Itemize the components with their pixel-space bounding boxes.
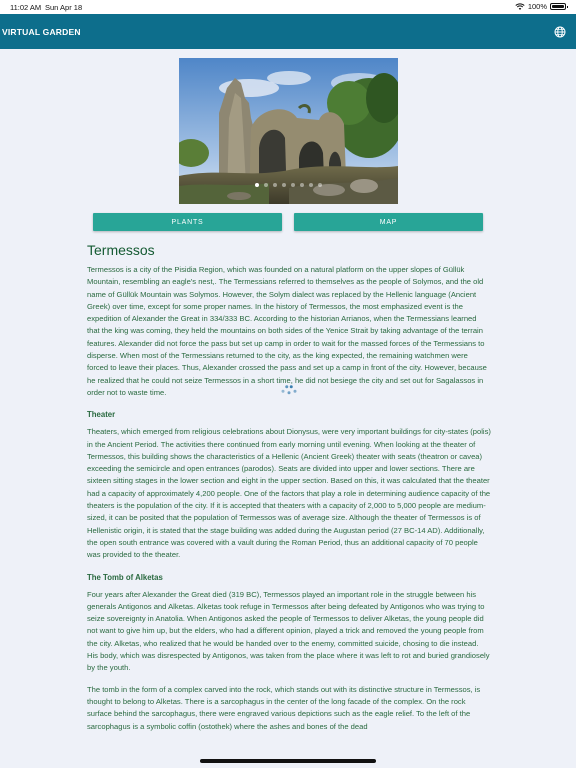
carousel-page-indicator[interactable] [179,183,398,187]
plants-button[interactable]: PLANTS [93,213,282,231]
loading-spinner-icon [280,382,298,396]
carousel-dot[interactable] [282,183,286,187]
carousel-dot[interactable] [264,183,268,187]
carousel-dot[interactable] [309,183,313,187]
app-title: VIRTUAL GARDEN [2,27,81,37]
home-indicator[interactable] [200,759,376,763]
battery-percent: 100% [527,2,547,11]
intro-paragraph: Termessos is a city of the Pisidia Region, which was founded on a natural platform on the upper slopes of Güllük Mountain, resembling an eagle's nest,. The Termessians referred to themselves as the people of Solymos, and the old name of Güllük Mountain was Solymos. However, the Solym dialect was replaced by the Hellenic language (Ancient Greek) over time, except for some proper names. In the history of Termessos, the most emphasized event is the expedition of Alexander the Great in 334/333 BC. According to the historian Arrianos, when the Termessians learned that the king was coming, they held the mountains on both sides of the Yenice Strait by taking advantage of the terrain features. Alexander did not force the pass but set up camp in order to wait for the massed forces of the Termessians to disperse. When most of the Termessians returned to the city, as the king expected, the remaining watchmen were forced to leave their places. Thus, Alexander crossed the pass and set up a camp in front of the city. However, because he realized that he could not seize Termessos in a short time, he did not besiege the city and set out for Sagalassos in order not to waste time. [87,265,487,397]
status-bar [0,0,576,14]
tomb-heading: The Tomb of Alketas [87,572,163,582]
globe-icon[interactable] [554,26,566,38]
map-button[interactable]: MAP [294,213,483,231]
carousel-dot[interactable] [273,183,277,187]
tomb-paragraph-2: The tomb in the form of a complex carved into the rock, which stands out with its distinctive structure in Termessos, is thought to belong to Alketas. There is a sarcophagus in the center of the long facade of the complex. On the rock surface behind the sarcophagus, there were engraved various depictions such as the eagle relief. To the left of the sarcophagus is a symbolic coffin (ostothek) where the ashes and bones of the dead [87,684,481,731]
carousel-dot[interactable] [300,183,304,187]
hero-image-carousel[interactable] [179,58,398,204]
theater-paragraph: Theaters, which emerged from religious celebrations about Dionysus, were very important buildings for city-states (polis) in the Ancient Period. The activities there continued from early morning until evening. When looking at the theater of Termessos, this building shows the characteristics of a Hellenic (Ancient Greek) theater with seats (theatron or cavea) exceeding the semicircle and open entrances (parodos). Seats are divided into upper and lower sections. There are sixteen sitting stages in the lower section and eight in the upper section. Based on this, it was calculated that the theater had a capacity of approximately 4,200 people. One of the factors that play a role in determining audience capacity of the theaters is the population of the city. If it is accepted that theaters with a capacity of 2,000 to 5,000 people are medium-sized, it can be posited that the population of Termessos was of average size. Although the theater of Termessos is of Hellenistic origin, it is stated that the stage building was added during the Augustan period (27 BC-14 AD). Additionally, the open south entrance was covered with a vault during the Roman Period, thus an additional capacity of 70 people was provided to the theater. [87,427,491,560]
wifi-icon [515,3,525,11]
status-date: Sun Apr 18 [45,3,83,12]
battery-icon [550,3,566,10]
carousel-dot[interactable] [255,183,259,187]
page-title: Termessos [87,242,155,258]
battery-fill [552,5,564,8]
status-right [515,2,566,11]
status-time: 11:02 AM [10,3,42,12]
theater-heading: Theater [87,410,116,420]
tomb-paragraph-1: Four years after Alexander the Great died (319 BC), Termessos played an important role in the struggle between his generals Antigonos and Alketas. Alketas took refuge in Termessos after being defeated by Antigonos who was trying to seize sovereignty in Anatolia. When Antigonos asked the people of Termessos to deliver Alketas, the young people did not want to give him up, but the elders, who had a different opinion, played a trick and removed the young people from the city. Alketas, who realized that he would be handed over to the enemy, committed suicide, chosing to die instead. His body, which was disrespected by Antigonos, was taken from the place where it was left to rot and buried grandiosely by the youth. [87,589,490,673]
app-bar [0,14,576,49]
carousel-dot[interactable] [318,183,322,187]
article [87,239,491,742]
carousel-dot[interactable] [291,183,295,187]
